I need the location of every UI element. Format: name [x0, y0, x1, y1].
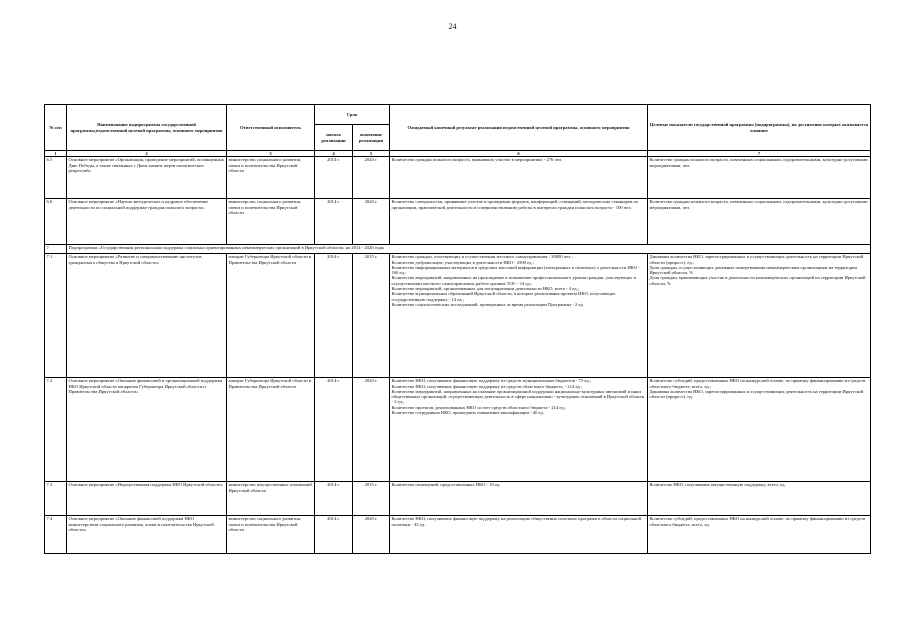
header-indicators: Целевые показатели государственной программы (подпрограммы), на достижение которых оказывается влияние — [648, 105, 871, 151]
row-start: 2014 г. — [315, 482, 353, 516]
table-row — [45, 199, 871, 245]
row-responsible: министерство социального развития, опеки и попечительства Иркутской области — [227, 516, 315, 554]
row-result: Количество специалистов, принявших участие в проведении форумов, конференций, совещаний, методических семинаров по организации, практической деятельности и совершенствованию работы в интересах граждан пожилого возраста - 100 чел. — [390, 199, 648, 245]
program-table — [44, 104, 871, 554]
row-result: Количество граждан пожилого возраста, принявших участие в мероприятиях - 276 чел. — [390, 157, 648, 199]
header-result: Ожидаемый конечный результат реализации ведомственной целевой программы, основного мероприятия — [390, 105, 648, 151]
row-responsible: аппарат Губернатора Иркутской области и Правительства Иркутской области — [227, 254, 315, 378]
header-responsible: Ответственный исполнитель — [227, 105, 315, 151]
row-indicators: Количество НКО, получивших имущественную поддержку, всего, ед. — [648, 482, 871, 516]
section-title: Подпрограмма «Государственная региональная поддержка социально ориентированных некоммерческих организаций в Иркутской области» на 2014 - 2020 годы — [67, 245, 871, 254]
row-start: 2014 г. — [315, 199, 353, 245]
row-indicators: Количество субсидий, предоставленных НКО на конкурсной основе, по прямому финансированию из средств областного бюджета, всего, ед. — [648, 516, 871, 554]
row-name: Основное мероприятие «Научно-методическое и кадровое обеспечение деятельности по социальной поддержке граждан пожилого возраста» — [67, 199, 227, 245]
column-number: 5 — [353, 151, 390, 157]
row-number: 6.6 — [45, 199, 67, 245]
header-term-start: начала реализации — [315, 125, 353, 151]
row-end: 2020 г. — [353, 516, 390, 554]
row-indicators: Количество граждан пожилого возраста, охваченных социальными, оздоровительными, культурно-досуговыми мероприятиями, чел. — [648, 199, 871, 245]
row-responsible: аппарат Губернатора Иркутской области и Правительства Иркутской области — [227, 378, 315, 482]
column-number: 1 — [45, 151, 67, 157]
row-name: Основное мероприятие «Развитие и совершенствование институтов гражданского общества в Иркутской области» — [67, 254, 227, 378]
header-num: № п/п — [45, 105, 67, 151]
row-number: 7.3 — [45, 482, 67, 516]
header-term-end: окончание реализации — [353, 125, 390, 151]
row-responsible: министерство имущественных отношений Иркутской области — [227, 482, 315, 516]
table-row — [45, 516, 871, 554]
row-end: 2020 г. — [353, 199, 390, 245]
row-end: 2015 г. — [353, 254, 390, 378]
row-result: Количество НКО, получивших финансовую поддержку на реализацию общественно полезных программ в области социальной политики - 42 ед. — [390, 516, 648, 554]
section-number: 7 — [45, 245, 67, 254]
table-row — [45, 254, 871, 378]
row-number: 7.4 — [45, 516, 67, 554]
row-name: Основное мероприятие «Оказание финансовой поддержки НКО министерством социального развития, опеки и попечительства Иркутской области» — [67, 516, 227, 554]
column-number: 6 — [390, 151, 648, 157]
table-row — [45, 482, 871, 516]
table-row — [45, 157, 871, 199]
row-number: 7.2 — [45, 378, 67, 482]
row-responsible: министерство социального развития, опеки и попечительства Иркутской области — [227, 157, 315, 199]
column-number: 2 — [67, 151, 227, 157]
row-result: Количество граждан, участвующих в осуществлении местного самоуправления - 30000 чел.; Количество добровольцев, участвующих в деятельности НКО - 2500 ед.; Количество информационных материалов в средствах массовой информации (электронных и печатных) о деятельности НКО - 160 ед.; Количество мероприятий, направленных на прохождение и повышение профессионального уровня граждан, участвующих в осуществлении местного самоуправления, работе органов ТОС - 14 ед.; Количество мероприятий, организованных для популяризации деятельности НКО, всего - 4 ед.; Количество муниципальных образований Иркутской области, в которых реализованы проекты НКО, получающих государственную поддержку - 14 ед.; Количество социологических исследований, проведенных за время реализации Программы - 2 ед. — [390, 254, 648, 378]
row-number: 6.5 — [45, 157, 67, 199]
row-result: Количество НКО, получивших финансовую поддержку из средств муниципальных бюджетов - 75 ед.; Количество НКО, получивших финансовую поддержку из средств областного бюджета, - 214 ед.; Количество мероприятий, направленных на оказание организационной поддержки национально-культурных автономий и иных общественных организаций, осуществляющих деятельность в сфере национально - культурных отношений в Иркутской области - 2 ед.; Количество проектов, реализованных НКО за счет средств областного бюджета - 214 ед.; Количество сотрудников НКО, прошедших повышение квалификации - 40 ед. — [390, 378, 648, 482]
row-indicators: Количество субсидий, предоставленных НКО на конкурсной основе, по прямому финансированию из средств областного бюджета, всего, ед.; Динамика количества НКО, зарегистрированных и осуществляющих деятельность на территории Иркутской области (прирост), ед. — [648, 378, 871, 482]
row-name: Основное мероприятие «Оказание финансовой и организационной поддержки НКО Иркутской области аппаратом Губернатора Иркутской области и Правительства Иркутской области» — [67, 378, 227, 482]
row-end: 2020 г. — [353, 157, 390, 199]
row-name: Основное мероприятие «Организация, проведение мероприятий, посвященных Дню Победы, а также связанных с Днем памяти жертв политических репрессий» — [67, 157, 227, 199]
row-start: 2014 г. — [315, 254, 353, 378]
header-row — [45, 105, 871, 125]
table-row — [45, 378, 871, 482]
row-number: 7.1 — [45, 254, 67, 378]
row-end: 2020 г. — [353, 378, 390, 482]
column-number: 7 — [648, 151, 871, 157]
row-start: 2014 г. — [315, 516, 353, 554]
row-start: 2014 г. — [315, 378, 353, 482]
row-end: 2015 г. — [353, 482, 390, 516]
row-responsible: министерство социального развития, опеки и попечительства Иркутской области — [227, 199, 315, 245]
header-name: Наименование подпрограммы государственной программы,ведомственной целевой программы, основного мероприятия — [67, 105, 227, 151]
page-number: 24 — [448, 22, 457, 31]
row-start: 2014 г. — [315, 157, 353, 199]
row-name: Основное мероприятие «Имущественная поддержка НКО Иркутской области» — [67, 482, 227, 516]
column-number: 3 — [227, 151, 315, 157]
header-term: Срок — [315, 105, 390, 125]
section-row — [45, 245, 871, 254]
row-indicators: Динамика количества НКО, зарегистрированных и осуществляющих деятельность на территории Иркутской области (прирост), ед.; Доля граждан, осуществляющих денежные пожертвования некоммерческим организациям на территории Иркутской области, % Доля граждан, принимающих участие в деятельности некоммерческих организаций на территории Иркутской области, % — [648, 254, 871, 378]
row-indicators: Количество граждан пожилого возраста, охваченных социальными, оздоровительными, культурно-досуговыми мероприятиями, чел. — [648, 157, 871, 199]
column-number: 4 — [315, 151, 353, 157]
row-result: Количество помещений, предоставленных НКО - 10 ед. — [390, 482, 648, 516]
